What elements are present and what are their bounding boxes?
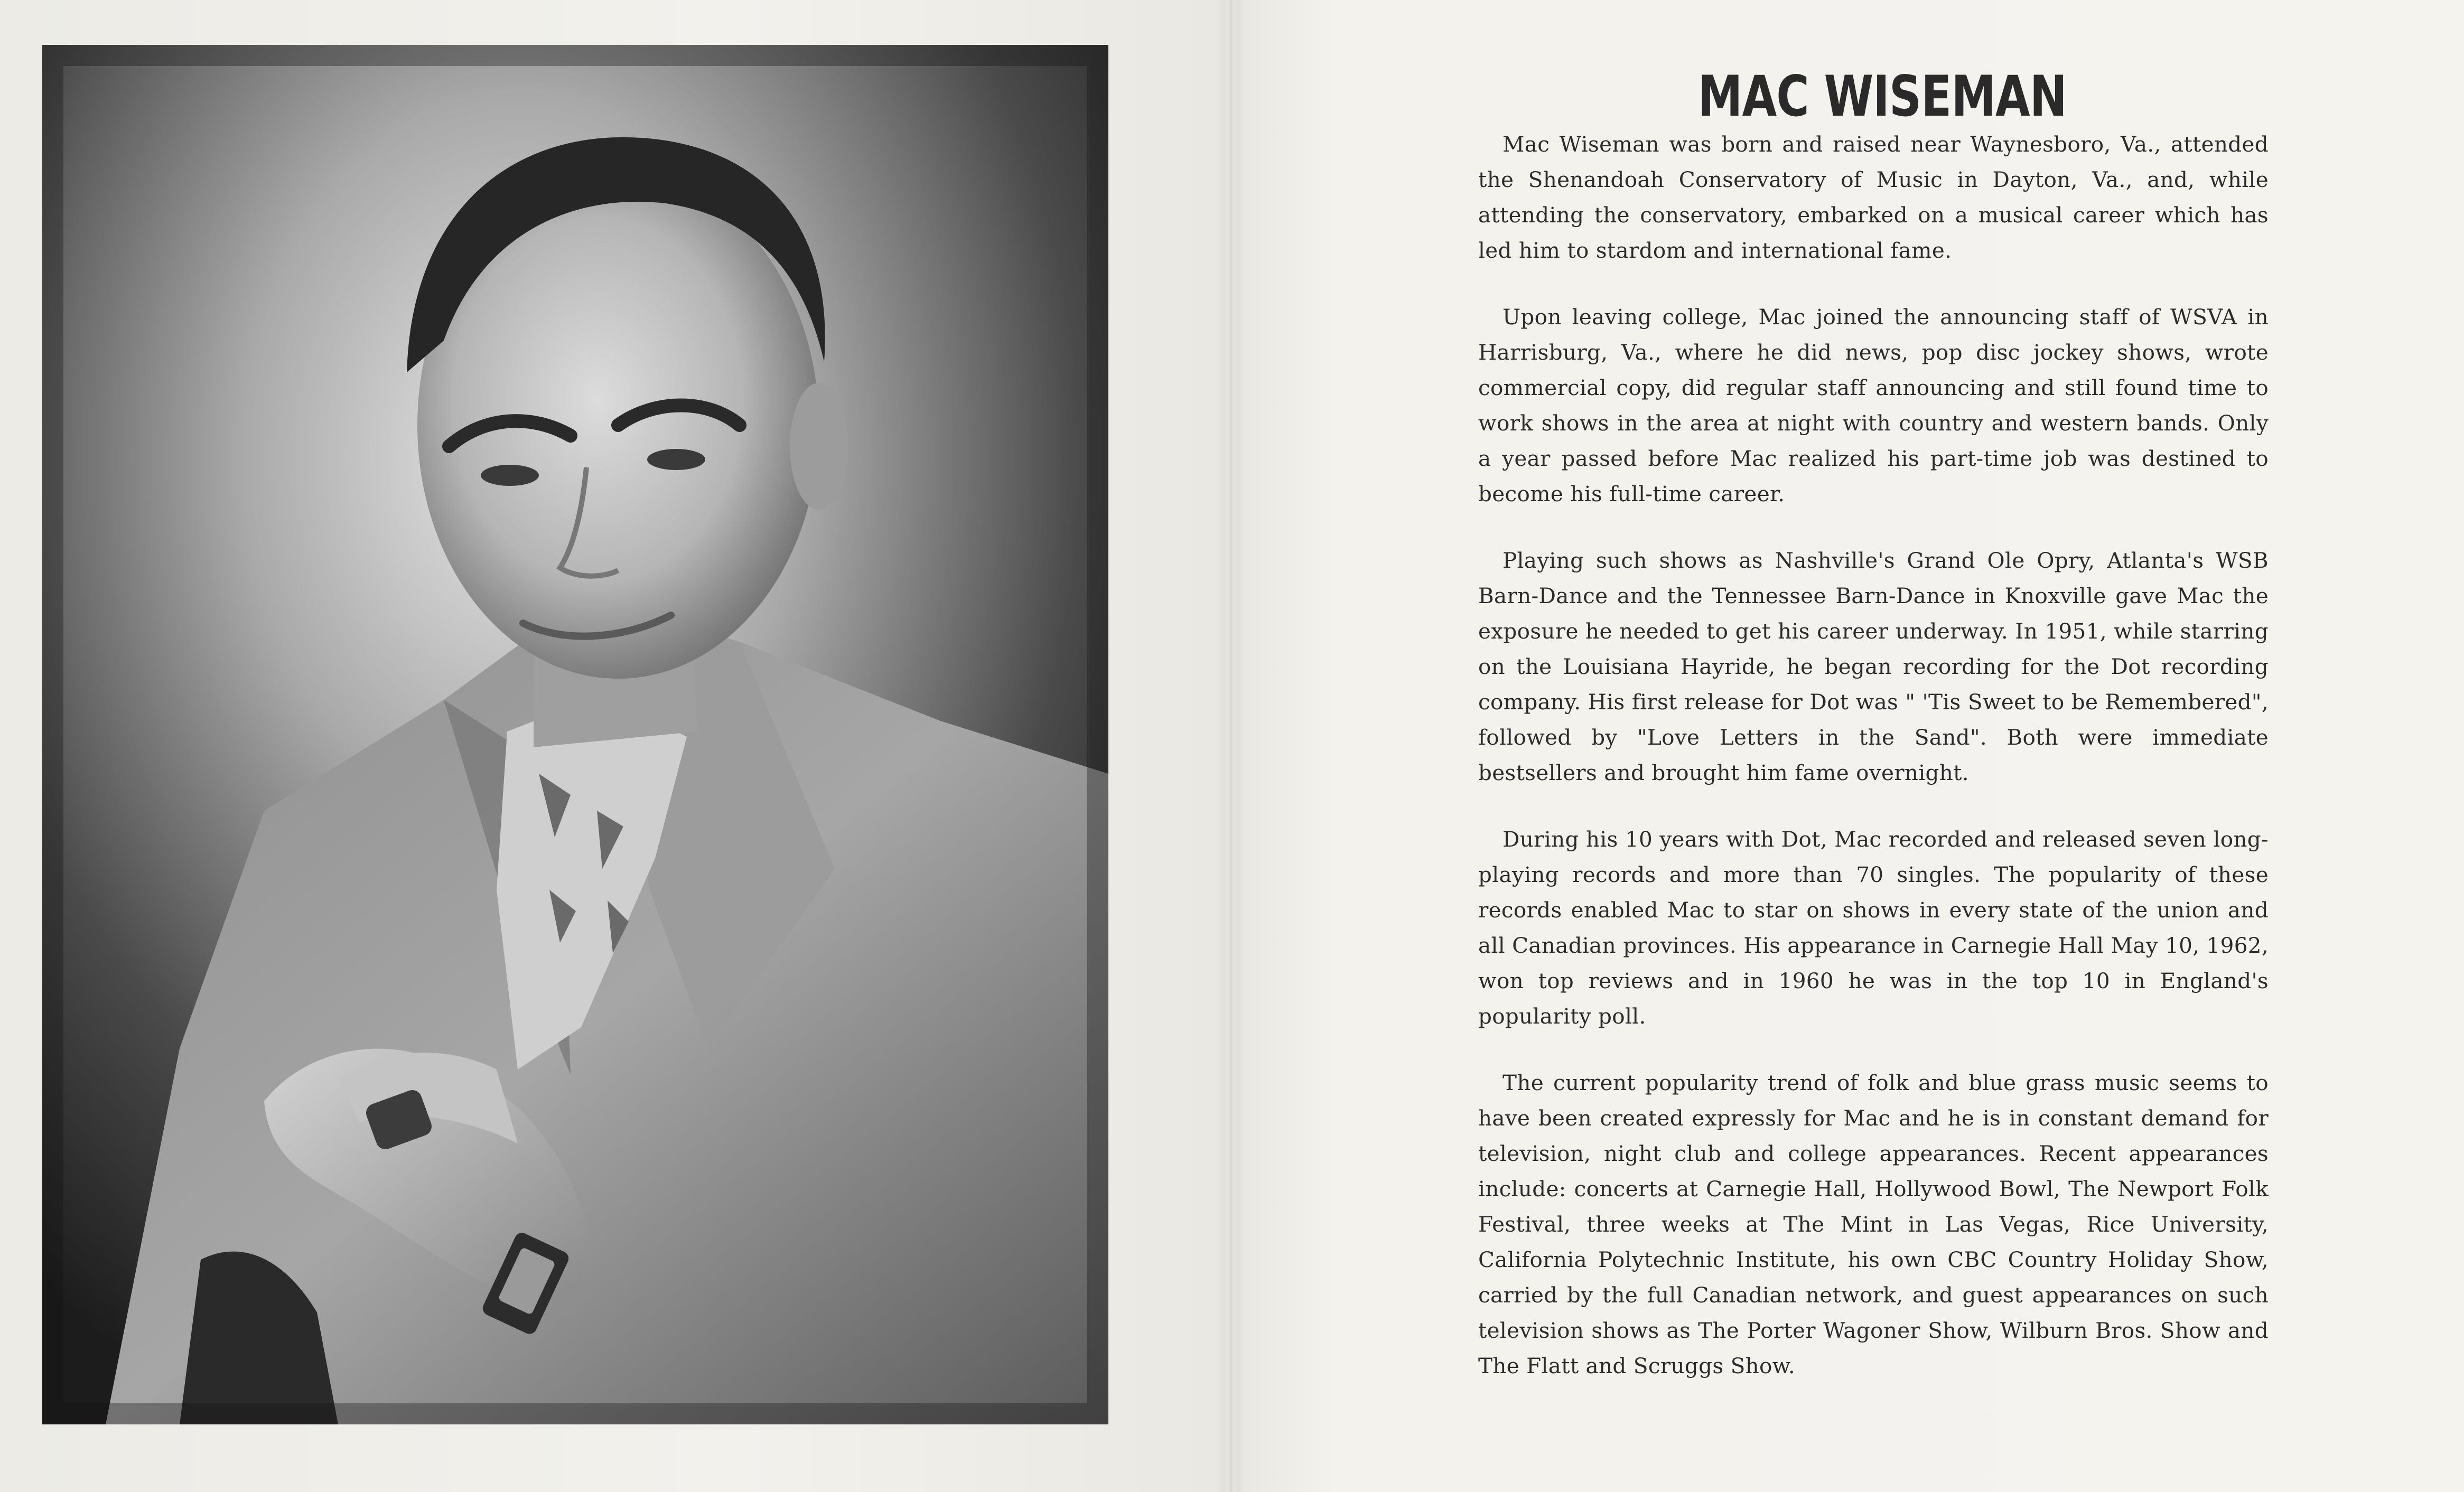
biography-text xyxy=(1478,127,2269,1384)
biography-paragraph: Mac Wiseman was born and raised near Waynesboro, Va., attended the Shenandoah Conservatory of Music in Dayton, Va., and, while attending the conservatory, embarked on a musical career which has led him to stardom and international fame. xyxy=(1478,132,2269,263)
left-page xyxy=(0,0,1226,1492)
page-title: MAC WISEMAN xyxy=(1698,64,2067,129)
biography-paragraph: Upon leaving college, Mac joined the announcing staff of WSVA in Harrisburg, Va., where he did news, pop disc jockey shows, wrote commercial copy, did regular staff announcing and still found time to work shows in the area at night with country and western bands. Only a year passed before Mac realized his part-time job was destined to become his full-time career. xyxy=(1478,304,2269,506)
biography-paragraph: During his 10 years with Dot, Mac recorded and released seven long-playing records and more than 70 singles. The popularity of these records enabled Mac to star on shows in every state of the union and all Canadian provinces. His appearance in Carnegie Hall May 10, 1962, won top reviews and in 1960 he was in the top 10 in England's popularity poll. xyxy=(1478,827,2269,1029)
portrait-photo xyxy=(42,45,1108,1424)
biography-paragraph: Playing such shows as Nashville's Grand Ole Opry, Atlanta's WSB Barn-Dance and the Tennessee Barn-Dance in Knoxville gave Mac the exposure he needed to get his career underway. In 1951, while starring on the Louisiana Hayride, he began recording for the Dot recording company. His first release for Dot was " 'Tis Sweet to be Remembered", followed by "Love Letters in the Sand". Both were immediate bestsellers and brought him fame overnight. xyxy=(1478,548,2269,785)
biography-paragraph: The current popularity trend of folk and blue grass music seems to have been created expressly for Mac and he is in constant demand for television, night club and college appearances. Recent appearances include: concerts at Carnegie Hall, Hollywood Bowl, The Newport Folk Festival, three weeks at The Mint in Las Vegas, Rice University, California Polytechnic Institute, his own CBC Country Holiday Show, carried by the full Canadian network, and guest appearances on such television shows as The Porter Wagoner Show, Wilburn Bros. Show and The Flatt and Scruggs Show. xyxy=(1478,1070,2269,1378)
center-fold xyxy=(1215,0,1247,1492)
